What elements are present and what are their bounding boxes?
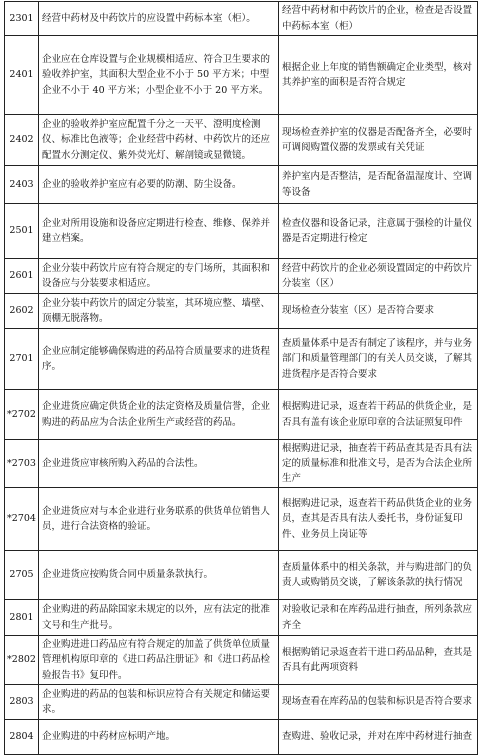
- check-method-text: 查质量体系中是否有制定了该程序，并与业务部门和质量管理部门的有关人员交谈，了解其进货程序是否符合要求: [279, 329, 478, 390]
- table-row: [5, 390, 478, 440]
- table-row: [5, 329, 478, 390]
- requirement-text: 企业进货应确定供货企业的法定资格及质量信誉，企业购进的药品应为合法企业所生产或经营的药品。: [39, 390, 279, 440]
- check-method-text: 对验收记录和在库药品进行抽查，所列条款应齐全: [279, 600, 478, 636]
- table-row: [5, 636, 478, 685]
- requirement-text: 企业分装中药饮片应有符合规定的专门场所，其面积和设备应与分装要求相适应。: [39, 259, 279, 294]
- requirement-text: 企业进货应对与本企业进行业务联系的供货单位销售人员，进行合法资格的验证。: [39, 488, 279, 551]
- requirement-text: 企业应制定能够确保购进的药品符合质量要求的进货程序。: [39, 329, 279, 390]
- check-method-text: 根据企业上年度的销售额确定企业类型，核对其养护室的面积是否符合规定: [279, 36, 478, 115]
- item-code: 2301: [5, 2, 39, 36]
- table-row: [5, 259, 478, 294]
- requirement-text: 企业购进进口药品应有符合规定的加盖了供货单位质量管理机构原印章的《进口药品注册证》和《进口药品检验报告书》复印件。: [39, 636, 279, 685]
- check-method-text: 现场检查分装室（区）是否符合要求: [279, 294, 478, 329]
- item-code: 2401: [5, 36, 39, 115]
- table-row: [5, 115, 478, 166]
- check-method-text: 养护室内是否整洁，是否配备温湿度计、空调等设备: [279, 166, 478, 204]
- table-row: [5, 294, 478, 329]
- document-page: [4, 1, 477, 755]
- table-row: [5, 551, 478, 600]
- item-code: 2602: [5, 294, 39, 329]
- item-code: *2802: [5, 636, 39, 685]
- requirement-text: 企业分装中药饮片的固定分装室，其环境应整、墙壁、顶棚无脱落物。: [39, 294, 279, 329]
- requirement-text: 企业应在仓库设置与企业规模相适应、符合卫生要求的验收养护室，其面积大型企业不小于 50 平方米；中型企业不小于 40 平方米；小型企业不小于 20 平方米。: [39, 36, 279, 115]
- table-row: [5, 204, 478, 259]
- item-code: 2501: [5, 204, 39, 259]
- item-code: 2705: [5, 551, 39, 600]
- item-code: 2803: [5, 685, 39, 720]
- check-method-text: 现场检查养护室的仪器是否配备齐全，必要时可调阅购置仪器的发票或有关凭证: [279, 115, 478, 166]
- table-row: [5, 36, 478, 115]
- check-method-text: 检查仪器和设备记录，注意属于强检的计量仪器是否定期进行检定: [279, 204, 478, 259]
- requirement-text: 企业购进的中药材应标明产地。: [39, 720, 279, 755]
- check-method-text: 根据购销记录返查若干进口药品品种，查其是否具有此两项资料: [279, 636, 478, 685]
- item-code: 2402: [5, 115, 39, 166]
- item-code: *2703: [5, 440, 39, 488]
- check-method-text: 经营中药材和中药饮片的企业，检查是否设置中药标本室（柜）: [279, 2, 478, 36]
- check-method-text: 经营中药饮片的企业必须设置固定的中药饮片分装室（区）: [279, 259, 478, 294]
- table-row: [5, 600, 478, 636]
- item-code: *2702: [5, 390, 39, 440]
- item-code: *2704: [5, 488, 39, 551]
- table-row: [5, 440, 478, 488]
- check-method-text: 根据购进记录，返查若干药品供货企业的业务员，查其是否具有法人委托书，身份证复印件、业务员上岗证等: [279, 488, 478, 551]
- table-row: [5, 2, 478, 36]
- check-method-text: 查购进、验收记录，并对在库中药材进行抽查: [279, 720, 478, 755]
- check-method-text: 查质量体系中的相关条款，并与购进部门的负责人或购销员交谈，了解该条款的执行情况: [279, 551, 478, 600]
- item-code: 2601: [5, 259, 39, 294]
- table-row: [5, 685, 478, 720]
- check-method-text: 现场查看在库药品的包装和标识是否符合要求: [279, 685, 478, 720]
- table-row: [5, 720, 478, 755]
- item-code: 2801: [5, 600, 39, 636]
- requirement-text: 企业购进的药品除国家未规定的以外，应有法定的批准文号和生产批号。: [39, 600, 279, 636]
- table-row: [5, 488, 478, 551]
- requirement-text: 企业进货应审核所购入药品的合法性。: [39, 440, 279, 488]
- checklist-table: [4, 1, 478, 755]
- check-method-text: 根据购进记录，抽查若干药品查其是否具有法定的质量标准和批准文号，是否为合法企业所生产: [279, 440, 478, 488]
- requirement-text: 企业对所用设施和设备应定期进行检查、维修、保养并建立档案。: [39, 204, 279, 259]
- requirement-text: 经营中药材及中药饮片的应设置中药标本室（柜）。: [39, 2, 279, 36]
- item-code: 2403: [5, 166, 39, 204]
- requirement-text: 企业购进的药品的包装和标识应符合有关规定和储运要求。: [39, 685, 279, 720]
- requirement-text: 企业的验收养护室应配置千分之一天平、澄明度检测仪、标准比色液等；企业经营中药材、中药饮片的还应配置水分测定仪、紫外荧光灯、解剖镜或显微镜。: [39, 115, 279, 166]
- requirement-text: 企业的验收养护室应有必要的防潮、防尘设备。: [39, 166, 279, 204]
- item-code: 2804: [5, 720, 39, 755]
- requirement-text: 企业进货应按购货合同中质量条款执行。: [39, 551, 279, 600]
- check-method-text: 根据购进记录，返查若干药品的供货企业，是否具有盖有该企业原印章的合法证照复印件: [279, 390, 478, 440]
- item-code: 2701: [5, 329, 39, 390]
- table-row: [5, 166, 478, 204]
